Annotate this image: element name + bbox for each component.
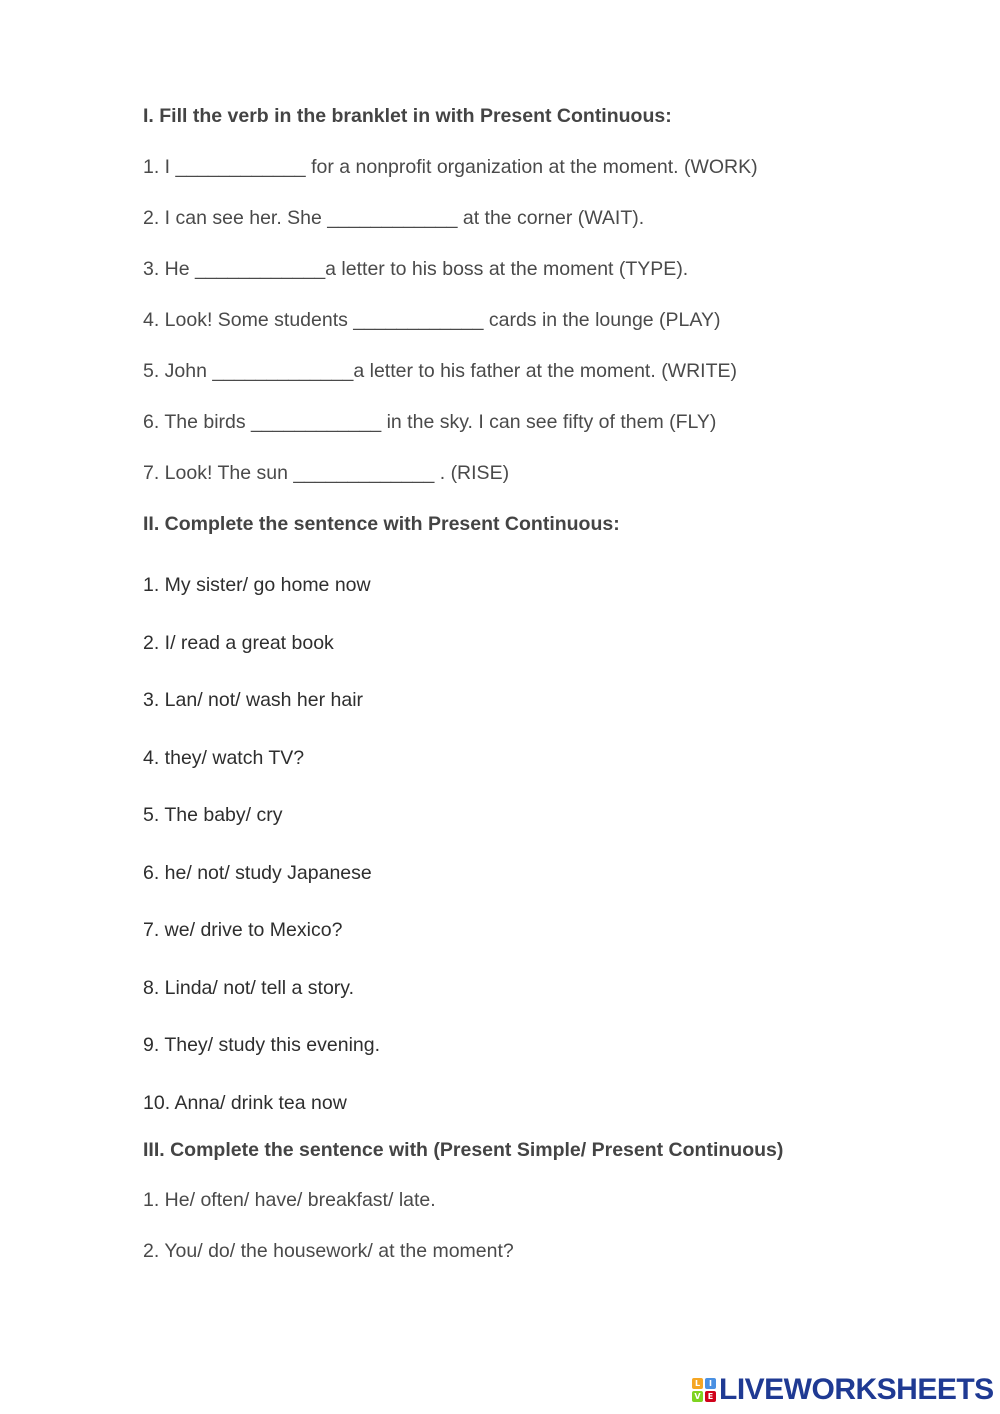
section-2-item: 6. he/ not/ study Japanese xyxy=(143,862,372,884)
section-1-item: 7. Look! The sun _____________ . (RISE) xyxy=(143,462,510,484)
section-2-item: 9. They/ study this evening. xyxy=(143,1034,381,1056)
section-2-item: 4. they/ watch TV? xyxy=(143,747,305,769)
liveworksheets-logo xyxy=(692,1372,994,1408)
section-1-item: 4. Look! Some students ____________ cards in the lounge (PLAY) xyxy=(143,309,721,331)
logo-tile: V xyxy=(692,1391,703,1402)
logo-tile: L xyxy=(692,1378,703,1389)
section-2-heading: II. Complete the sentence with Present Continuous: xyxy=(143,513,620,535)
section-2-item: 8. Linda/ not/ tell a story. xyxy=(143,977,355,999)
section-1-item: 6. The birds ____________ in the sky. I can see fifty of them (FLY) xyxy=(143,411,717,433)
section-3-item: 1. He/ often/ have/ breakfast/ late. xyxy=(143,1189,436,1211)
section-2-item: 5. The baby/ cry xyxy=(143,804,283,826)
section-3-item: 2. You/ do/ the housework/ at the moment? xyxy=(143,1240,514,1262)
section-2-item: 1. My sister/ go home now xyxy=(143,574,371,596)
section-2-item: 10. Anna/ drink tea now xyxy=(143,1092,347,1114)
section-2-item: 2. I/ read a great book xyxy=(143,632,334,654)
section-1-item: 1. I ____________ for a nonprofit organization at the moment. (WORK) xyxy=(143,156,758,178)
section-2-item: 7. we/ drive to Mexico? xyxy=(143,919,343,941)
section-1-item: 2. I can see her. She ____________ at the corner (WAIT). xyxy=(143,207,645,229)
logo-grid-icon xyxy=(692,1378,716,1402)
logo-text: LIVEWORKSHEETS xyxy=(719,1373,994,1406)
section-2-item: 3. Lan/ not/ wash her hair xyxy=(143,689,364,711)
logo-tile: E xyxy=(705,1391,716,1402)
section-3-heading: III. Complete the sentence with (Present Simple/ Present Continuous) xyxy=(143,1139,784,1161)
logo-tile: I xyxy=(705,1378,716,1389)
section-1-item: 5. John _____________a letter to his father at the moment. (WRITE) xyxy=(143,360,737,382)
section-1-item: 3. He ____________a letter to his boss at the moment (TYPE). xyxy=(143,258,689,280)
section-1-heading: I. Fill the verb in the branklet in with Present Continuous: xyxy=(143,105,672,127)
